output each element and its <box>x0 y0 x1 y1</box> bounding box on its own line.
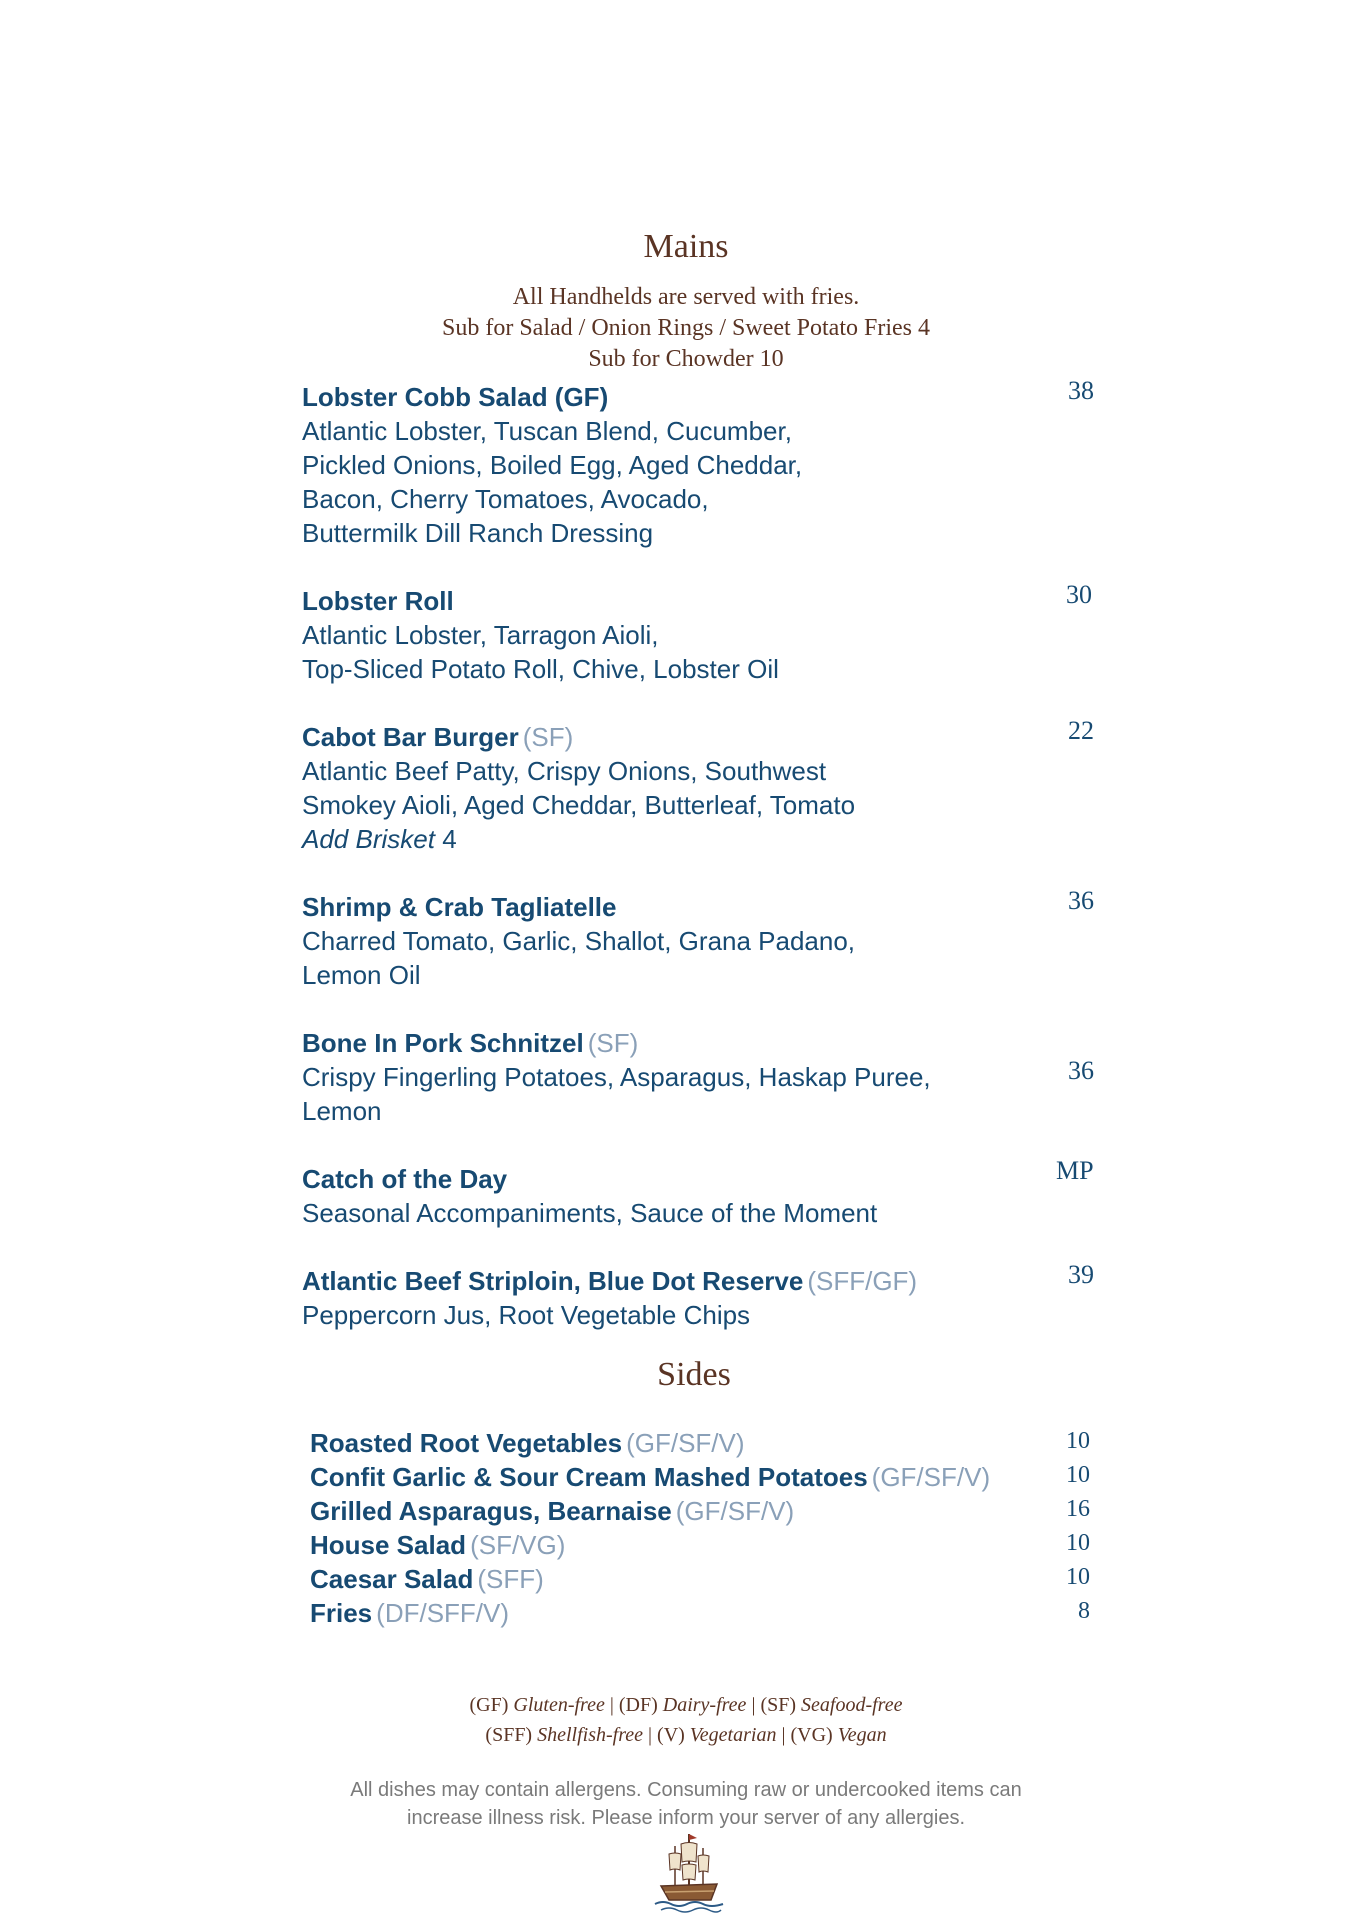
legend-separator: | <box>781 1724 786 1746</box>
side-name: House Salad <box>310 1530 467 1560</box>
item-addon <box>302 822 1122 856</box>
menu-item <box>302 380 1122 550</box>
side-item <box>310 1494 1090 1528</box>
menu-item <box>302 584 1122 686</box>
item-dietary-tag: (SFF/GF) <box>807 1266 918 1296</box>
side-item <box>310 1596 1090 1630</box>
item-name: Atlantic Beef Striploin, Blue Dot Reserve <box>302 1266 804 1296</box>
item-name: Cabot Bar Burger <box>302 722 519 752</box>
legend-code: (VG) <box>790 1724 833 1746</box>
item-desc-line: Lemon <box>302 1096 382 1126</box>
item-desc-line: Atlantic Beef Patty, Crispy Onions, Southwest <box>302 756 827 786</box>
mains-title: Mains <box>643 228 729 265</box>
menu-item <box>302 1264 1122 1332</box>
item-name: Bone In Pork Schnitzel <box>302 1028 584 1058</box>
item-price: 38 <box>1068 376 1094 405</box>
addon-price: 4 <box>442 824 457 854</box>
item-name: Shrimp & Crab Tagliatelle <box>302 892 617 922</box>
mains-note: All Handhelds are served with fries. <box>512 284 860 310</box>
legend-separator: | <box>648 1724 653 1746</box>
mains-note: Sub for Salad / Onion Rings / Sweet Potato Fries 4 <box>442 315 930 341</box>
menu-item <box>302 1026 1122 1128</box>
side-name: Fries <box>310 1598 373 1628</box>
legend-code: (DF) <box>618 1694 658 1716</box>
item-name: Lobster Roll <box>302 586 454 616</box>
item-price: 39 <box>1068 1260 1094 1289</box>
item-desc-line: Lemon Oil <box>302 960 421 990</box>
item-desc-line: Bacon, Cherry Tomatoes, Avocado, <box>302 484 709 514</box>
sides-title: Sides <box>657 1356 731 1393</box>
legend-label: Gluten-free <box>513 1694 605 1716</box>
item-name: Catch of the Day <box>302 1164 508 1194</box>
side-dietary-tag: (GF/SF/V) <box>675 1496 795 1526</box>
legend-line <box>0 1720 1372 1750</box>
side-name: Roasted Root Vegetables <box>310 1428 623 1458</box>
legend-code: (SFF) <box>485 1724 533 1746</box>
side-dietary-tag: (DF/SFF/V) <box>376 1598 510 1628</box>
legend-code: (GF) <box>469 1694 509 1716</box>
side-item <box>310 1562 1090 1596</box>
item-desc-line: Charred Tomato, Garlic, Shallot, Grana Padano, <box>302 926 856 956</box>
side-item <box>310 1460 1090 1494</box>
legend-label: Vegetarian <box>689 1724 777 1746</box>
item-desc-line: Atlantic Lobster, Tuscan Blend, Cucumber, <box>302 416 792 446</box>
item-desc-line: Atlantic Lobster, Tarragon Aioli, <box>302 620 659 650</box>
item-name: Lobster Cobb Salad (GF) <box>302 382 609 412</box>
item-desc-line: Buttermilk Dill Ranch Dressing <box>302 518 654 548</box>
legend-label: Vegan <box>837 1724 887 1746</box>
side-price: 10 <box>1066 1462 1090 1488</box>
item-price: 36 <box>1068 1056 1094 1085</box>
item-desc-line: Smokey Aioli, Aged Cheddar, Butterleaf, Tomato <box>302 790 856 820</box>
legend-label: Dairy-free <box>662 1694 747 1716</box>
menu-item <box>302 720 1122 856</box>
legend-separator: | <box>609 1694 614 1716</box>
side-price: 10 <box>1066 1564 1090 1590</box>
item-price: MP <box>1056 1156 1094 1185</box>
allergen-disclaimer <box>0 1776 1372 1832</box>
disclaimer-line: All dishes may contain allergens. Consuming raw or undercooked items can <box>350 1779 1022 1801</box>
side-name: Confit Garlic & Sour Cream Mashed Potatoes <box>310 1462 868 1492</box>
legend-label: Shellfish-free <box>537 1724 644 1746</box>
item-price: 36 <box>1068 886 1094 915</box>
side-price: 8 <box>1078 1598 1090 1624</box>
legend-code: (V) <box>657 1724 685 1746</box>
legend-code: (SF) <box>760 1694 797 1716</box>
item-price: 30 <box>1066 580 1092 609</box>
side-dietary-tag: (GF/SF/V) <box>871 1462 991 1492</box>
item-dietary-tag: (SF) <box>522 722 574 752</box>
side-item <box>310 1528 1090 1562</box>
side-item <box>310 1426 1090 1460</box>
dietary-legend <box>0 1690 1372 1750</box>
side-dietary-tag: (SF/VG) <box>470 1530 566 1560</box>
legend-separator: | <box>751 1694 756 1716</box>
item-price: 22 <box>1068 716 1094 745</box>
item-desc-line: Top-Sliced Potato Roll, Chive, Lobster Oil <box>302 654 779 684</box>
side-name: Caesar Salad <box>310 1564 474 1594</box>
item-desc-line: Seasonal Accompaniments, Sauce of the Moment <box>302 1198 878 1228</box>
mains-note: Sub for Chowder 10 <box>588 346 784 372</box>
item-dietary-tag: (SF) <box>587 1028 639 1058</box>
side-price: 16 <box>1066 1496 1090 1522</box>
ship-icon <box>651 1830 727 1914</box>
item-desc-line: Pickled Onions, Boiled Egg, Aged Cheddar, <box>302 450 803 480</box>
side-price: 10 <box>1066 1530 1090 1556</box>
item-desc-line: Peppercorn Jus, Root Vegetable Chips <box>302 1300 751 1330</box>
mains-notes <box>0 282 1372 375</box>
disclaimer-line: increase illness risk. Please inform your server of any allergies. <box>407 1807 965 1829</box>
menu-item <box>302 890 1122 992</box>
side-dietary-tag: (GF/SF/V) <box>626 1428 745 1458</box>
legend-line <box>0 1690 1372 1720</box>
menu-item <box>302 1162 1122 1230</box>
side-dietary-tag: (SFF) <box>477 1564 544 1594</box>
side-price: 10 <box>1066 1428 1090 1454</box>
item-desc-line: Crispy Fingerling Potatoes, Asparagus, Haskap Puree, <box>302 1062 931 1092</box>
addon-label: Add Brisket <box>302 824 435 854</box>
legend-label: Seafood-free <box>801 1694 903 1716</box>
side-name: Grilled Asparagus, Bearnaise <box>310 1496 672 1526</box>
